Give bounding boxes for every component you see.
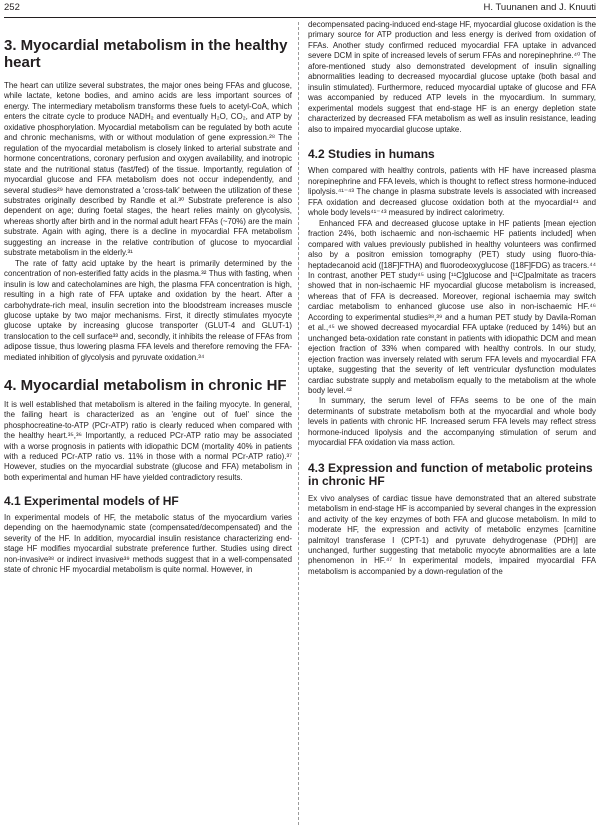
- left-column: [4, 20, 292, 576]
- right-column: [308, 20, 596, 577]
- section-4-heading: 4. Myocardial metabolism in chronic HF: [4, 377, 287, 395]
- section-3-paragraph-2: The rate of fatty acid uptake by the heart is primarily determined by the concentration of non-esterified fatty acids in the plasma.³² Thus with fasting, when insulin is low and catecholamines are high, the plasma FFA concentration is high, resulting in a high rate of FFA uptake and oxidation by the heart. After a carbohydrate-rich meal, insulin secretion into the bloodstream increases muscle glucose uptake by two major mechanisms. First, it directly stimulates myocyte glucose uptake by increasing glucose transporter (GLUT-4 and GLUT-1) translocation to the cell surface³³ and, secondly, it inhibits the release of FFAs from adipose tissue, thus lowering plasma FFA levels and therefore removing the FFA-mediated inhibition of glycolysis and pyruvate oxidation.³⁴: [4, 258, 292, 362]
- section-4-3-heading: 4.3 Expression and function of metabolic proteins in chronic HF: [308, 460, 593, 489]
- header-rule: [4, 17, 596, 18]
- page-number: 252: [4, 2, 20, 13]
- section-4-2-heading: 4.2 Studies in humans: [308, 146, 435, 161]
- running-authors: H. Tuunanen and J. Knuuti: [483, 2, 596, 13]
- section-4-1-paragraph-continued: decompensated pacing-induced end-stage HF, myocardial glucose oxidation is the primary source for ATP production and less energy is derived from oxidation of FFAs. Another study confirmed reduced myocardial FFA uptake in advanced severe DCM in spite of increased levels of serum FFAs and norepinephrine.⁴⁰ The afore-mentioned study also demonstrated development of insulin signalling abnormalities leading to decreased myocardial glucose uptake (both basal and insulin stimulated). Furthermore, reduced myocardial uptake of glucose and FFA was accompanied by reduced ATP levels in the myocardium. In summary, experimental models suggest that end-stage HF is an energy depletion state characterized by decreased FFA metabolism as well as insulin resistance, leading also to impaired myocardial glucose uptake.: [308, 20, 596, 134]
- column-divider: [298, 22, 299, 825]
- section-4-2-paragraph-1: When compared with healthy controls, patients with HF have increased plasma norepinephrine and FFA levels, which is thought to reflect stress hormone-induced lipolysis.⁴¹⁻⁴³ The change in plasma substrate levels is associated with increased FFA oxidation and decreased glucose oxidation both at the myocardial⁴¹ and whole body levels⁴¹⁻⁴³ measured by indirect calorimetry.: [308, 166, 596, 218]
- section-4-2-paragraph-2: Enhanced FFA and decreased glucose uptake in HF patients [mean ejection fraction 24%, both ischaemic and non-ischaemic HF patients included] when compared with values previously published in healthy volunteers was confirmed also by a positron emission tomography (PET) study using fluoro-thia-heptadecanoid acid ([18F]FTHA) and fluorodeoxyglucose ([18F]FDG) as tracers.⁴⁴ In contrast, another PET study⁴⁵ using [¹¹C]glucose and [¹¹C]palmitate as tracers showed that in non-ischaemic HF myocardial glucose metabolism is increased, whereas that of FFA is decreased. Moreover, regional ischaemia may switch cardiac metabolism to enhanced glucose use also in non-ischaemic HF.⁴⁶ According to experimental studies³⁸,³⁹ and a human PET study by Davila-Roman et al.,⁴⁵ we showed decreased myocardial FFA uptake (reduced by 14%) but an unchanged beta-oxidation rate constant in patients with idiopathic DCM and mean ejection fraction of 33% when compared with healthy controls. In our study, ejection fraction was inversely related with serum FFA levels and myocardial FFA uptake, suggesting that the severity of left ventricular dysfunction modulates cardiac substrate supply and metabolism equally to the metabolism at the whole body level.⁴²: [308, 218, 596, 395]
- section-4-3-paragraph-1: Ex vivo analyses of cardiac tissue have demonstrated that an altered substrate metabolism in end-stage HF is accompanied by several changes in the expression and activity of the key enzymes of both FFA and glucose metabolism. In mild to moderate HF, the expression and activity of metabolic enzymes [carnitine palmitoyl transferase I (CPT-1) and pyruvate dehydrogenase (PDH)] are unchanged, further suggesting that metabolic myocyte abnormalities are a late phenomenon in HF.⁴⁷ In experimental models, impaired myocardial FFA metabolism is accompanied by a down-regulation of the: [308, 493, 596, 576]
- section-4-paragraph-1: It is well established that metabolism is altered in the failing myocyte. In general, the failing heart is characterized as an 'engine out of fuel' since the phosphocreatine-to-ATP (PCr-ATP) ratio is clearly reduced when compared with the healthy heart.³⁵,³⁶ Importantly, a reduced PCr-ATP ratio may be associated with a worse prognosis in patients with idiopathic DCM (mortality 40% in patients with a reduced PCr-ATP ratio vs. 11% in those with a normal PCr-ATP ratio).³⁷ However, studies on the myocardial substrate (glucose and FFA) metabolism in both experimental and human HF have yielded contradictory results.: [4, 399, 292, 482]
- section-4-2-paragraph-3: In summary, the serum level of FFAs seems to be one of the main determinants of substrate metabolism both at the myocardial and whole body levels in patients with chronic HF. Increased serum FFA levels may reflect stress hormone-induced lipolysis and the accompanying stimulation of serum and myocardial FFA oxidation via mass action.: [308, 396, 596, 448]
- section-3-paragraph-1: The heart can utilize several substrates, the major ones being FFAs and glucose, while lactate, ketone bodies, and amino acids are less important sources of energy. The intermediary metabolism transforms these fuels to acetyl-CoA, which enters the citrate cycle to produce NADH₂ and eventually H₂O, CO₂, and ATP by oxidative phosphorylation. Myocardial metabolism can be regulated by both acute and chronic mechanisms, with or without modulation of gene expression.²⁸ The regulation of the myocardial metabolism is closely linked to arterial substrate and hormone concentrations, coronary perfusion and oxygen availability, and inotropic state and the nutritional status (fast/fed) of the tissue. Importantly, regulation of myocardial glucose and FFA metabolism does not occur independently, and several studies²⁹ have demonstrated a 'cross-talk' between the utilization of these substrates originally described by Randle et al.³⁰ Substrate preference is also dependent on age; during foetal stages, the heart relies mainly on glycolysis, whereas shortly after birth and in the normal adult heart FFAs (~70%) are the main substrate. Again with aging, there is a decline in myocardial FFA metabolism suggesting an increase in the relative contribution of glucose to myocardial substrate metabolism in the elderly.³¹: [4, 81, 292, 258]
- section-4-1-paragraph-1: In experimental models of HF, the metabolic status of the myocardium varies depending on the haemodynamic state (compensated/decompensated) and the severity of the HF. In addition, myocardial insulin resistance characterizing end-stage HF modifies myocardial substrate preference further. Studies using direct non-invasive³⁸ or indirect invasive³⁹ methods suggest that in a well-compensated state of chronic HF myocardial metabolism is quite normal. However, in: [4, 512, 292, 575]
- section-4-1-heading: 4.1 Experimental models of HF: [4, 494, 179, 509]
- section-3-heading: 3. Myocardial metabolism in the healthy heart: [4, 37, 288, 71]
- running-header: [4, 2, 596, 18]
